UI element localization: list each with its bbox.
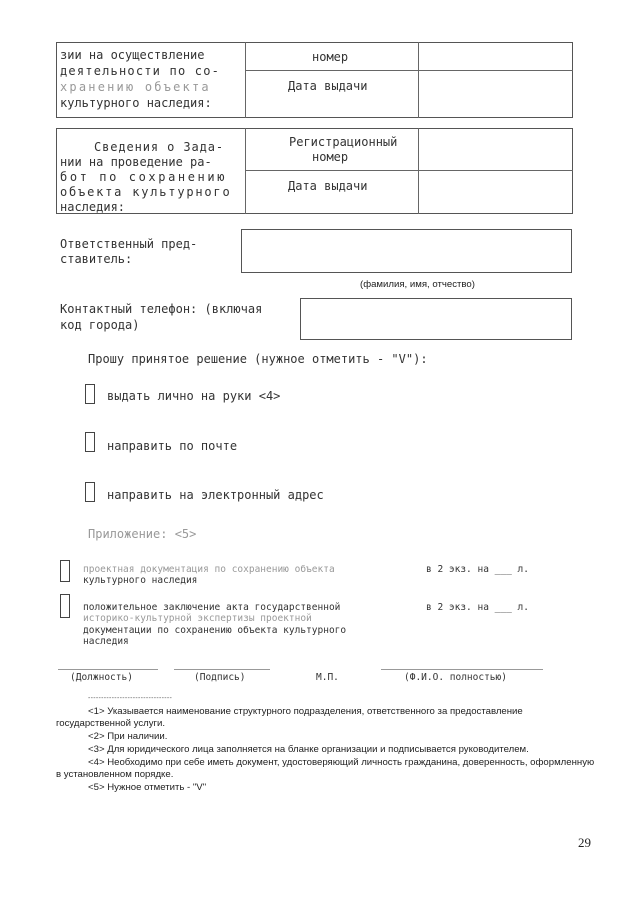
attachment-2-checkbox[interactable]: [60, 594, 70, 618]
contact-label-1: Контактный телефон: (включая: [60, 302, 263, 316]
signature-signature-caption: (Подпись): [194, 672, 246, 683]
license-number-label: номер: [312, 50, 349, 64]
attachments-heading: Приложение: <5>: [88, 527, 197, 541]
attachment-1-checkbox[interactable]: [60, 560, 70, 582]
attachment-2-line-3: документации по сохранению объекта культурного: [83, 625, 347, 636]
license-label-3: хранению объекта: [60, 80, 211, 94]
delivery-option-email-label: направить на электронный адрес: [107, 488, 324, 502]
signature-stamp-caption: М.П.: [316, 672, 339, 683]
license-date-label: Дата выдачи: [288, 79, 368, 93]
representative-label-2: ставитель:: [60, 252, 133, 266]
contact-label-2: код города): [60, 318, 140, 332]
task-label-3: бот по сохранению: [60, 170, 228, 184]
position-line: [58, 669, 158, 670]
delivery-heading: Прошу принятое решение (нужное отметить - "V"):: [88, 352, 428, 366]
attachment-2-line-2: историко-культурной экспертизы проектной: [83, 613, 312, 624]
delivery-option-mail-checkbox[interactable]: [85, 432, 95, 452]
representative-name-field[interactable]: [241, 229, 572, 273]
footnote-separator: --------------------------------: [88, 695, 173, 702]
task-label-2: нии на проведение ра-: [60, 155, 212, 169]
attachment-2-copies: в 2 экз. на ___ л.: [426, 602, 529, 613]
contact-phone-field[interactable]: [300, 298, 572, 340]
task-date-label: Дата выдачи: [288, 179, 368, 193]
attachment-2-line-1: положительное заключение акта государственной: [83, 602, 341, 613]
footnote-2: <2> При наличии.: [88, 731, 168, 742]
task-label-5: наследия:: [60, 200, 126, 214]
delivery-option-email-checkbox[interactable]: [85, 482, 95, 502]
footnote-4: <4> Необходимо при себе иметь документ, удостоверяющий личность гражданина, доверенность, оформленную в установленном порядке.: [56, 757, 595, 780]
attachment-2-line-4: наследия: [83, 636, 129, 647]
attachment-1-line-1: проектная документация по сохранению объекта: [83, 564, 335, 575]
attachment-1-line-2: культурного наследия: [83, 575, 198, 586]
license-label-4: культурного наследия:: [60, 96, 212, 110]
signature-line: [174, 669, 270, 670]
footnote-1: <1> Указывается наименование структурного подразделения, ответственного за предоставление государственной услуги.: [56, 706, 523, 729]
license-label-2: деятельности по со-: [60, 64, 221, 78]
delivery-option-mail-label: направить по почте: [107, 439, 238, 453]
page-number: 29: [578, 835, 591, 850]
signature-position-caption: (Должность): [70, 672, 133, 683]
license-label-1: зии на осуществление: [60, 48, 205, 62]
task-regnum-label-2: номер: [312, 150, 349, 164]
representative-caption: (фамилия, имя, отчество): [360, 279, 475, 290]
task-regnum-label-1: Регистрационный: [289, 135, 398, 149]
footnote-3: <3> Для юридического лица заполняется на бланке организации и подписывается руководителем.: [88, 744, 529, 755]
full-name-line: [381, 669, 543, 670]
attachment-1-copies: в 2 экз. на ___ л.: [426, 564, 529, 575]
task-label-1: Сведения о Зада-: [94, 140, 224, 154]
footnote-5: <5> Нужное отметить - "V": [88, 782, 207, 793]
delivery-option-personal-label: выдать лично на руки <4>: [107, 389, 281, 403]
delivery-option-personal-checkbox[interactable]: [85, 384, 95, 404]
task-label-4: объекта культурного: [60, 185, 232, 199]
signature-full-name-caption: (Ф.И.О. полностью): [404, 672, 507, 683]
representative-label-1: Ответственный пред-: [60, 237, 198, 251]
